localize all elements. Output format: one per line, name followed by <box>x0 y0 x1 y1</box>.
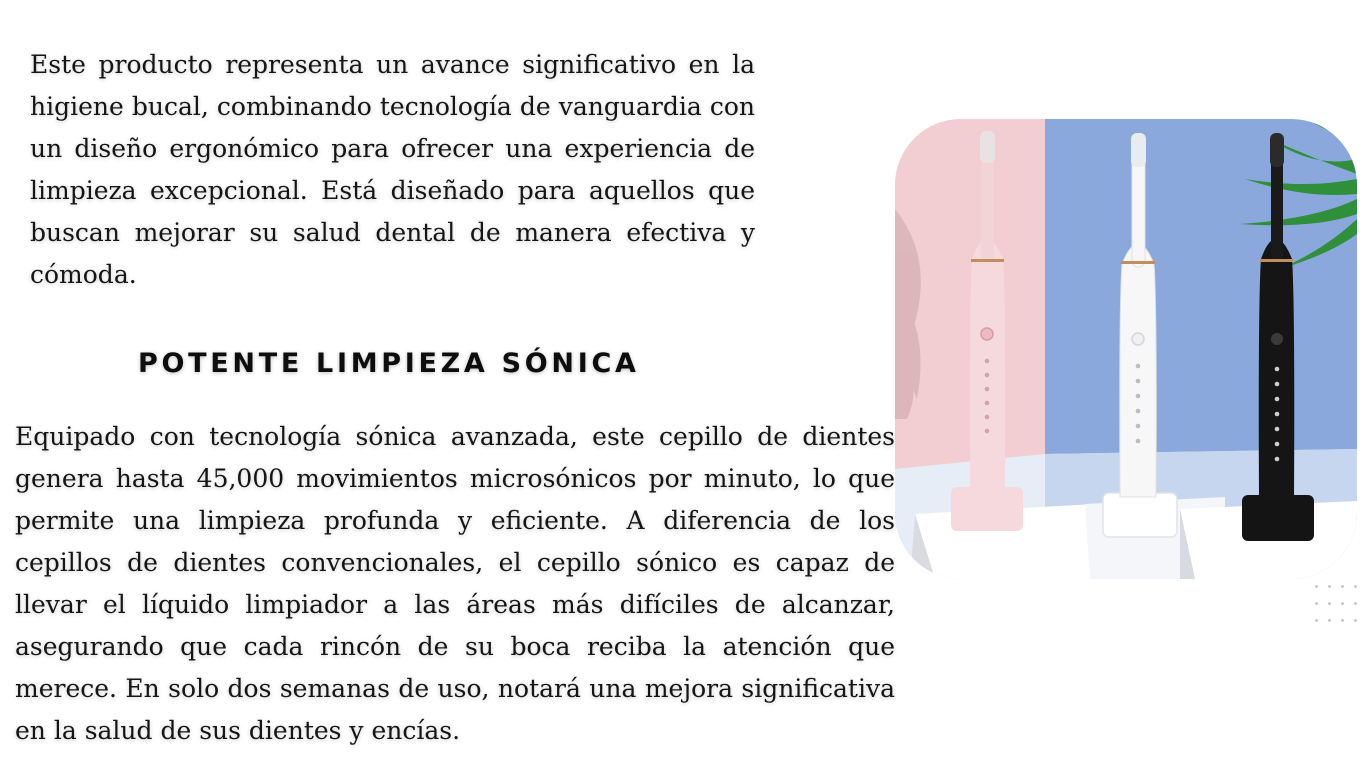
product-image <box>895 119 1357 579</box>
section-heading: POTENTE LIMPIEZA SÓNICA <box>138 348 640 379</box>
decorative-dot-grid <box>1310 578 1360 634</box>
feature-paragraph: Equipado con tecnología sónica avanzada, este cepillo de dientes genera hasta 45,000 movimientos microsónicos por minuto, lo que permite una limpieza profunda y eficiente. A diferencia de los cepillos de dientes convencionales, el cepillo sónico es capaz de llevar el líquido limpiador a las áreas más difíciles de alcanzar, asegurando que cada rincón de su boca reciba la atención que merece. En solo dos semanas de uso, notará una mejora significativa en la salud de sus dientes y encías. <box>15 422 895 745</box>
intro-paragraph: Este producto representa un avance significativo en la higiene bucal, combinando tecnología de vanguardia con un diseño ergonómico para ofrecer una experiencia de limpieza excepcional. Está diseñado para aquellos que buscan mejorar su salud dental de manera efectiva y cómoda. <box>30 50 755 289</box>
